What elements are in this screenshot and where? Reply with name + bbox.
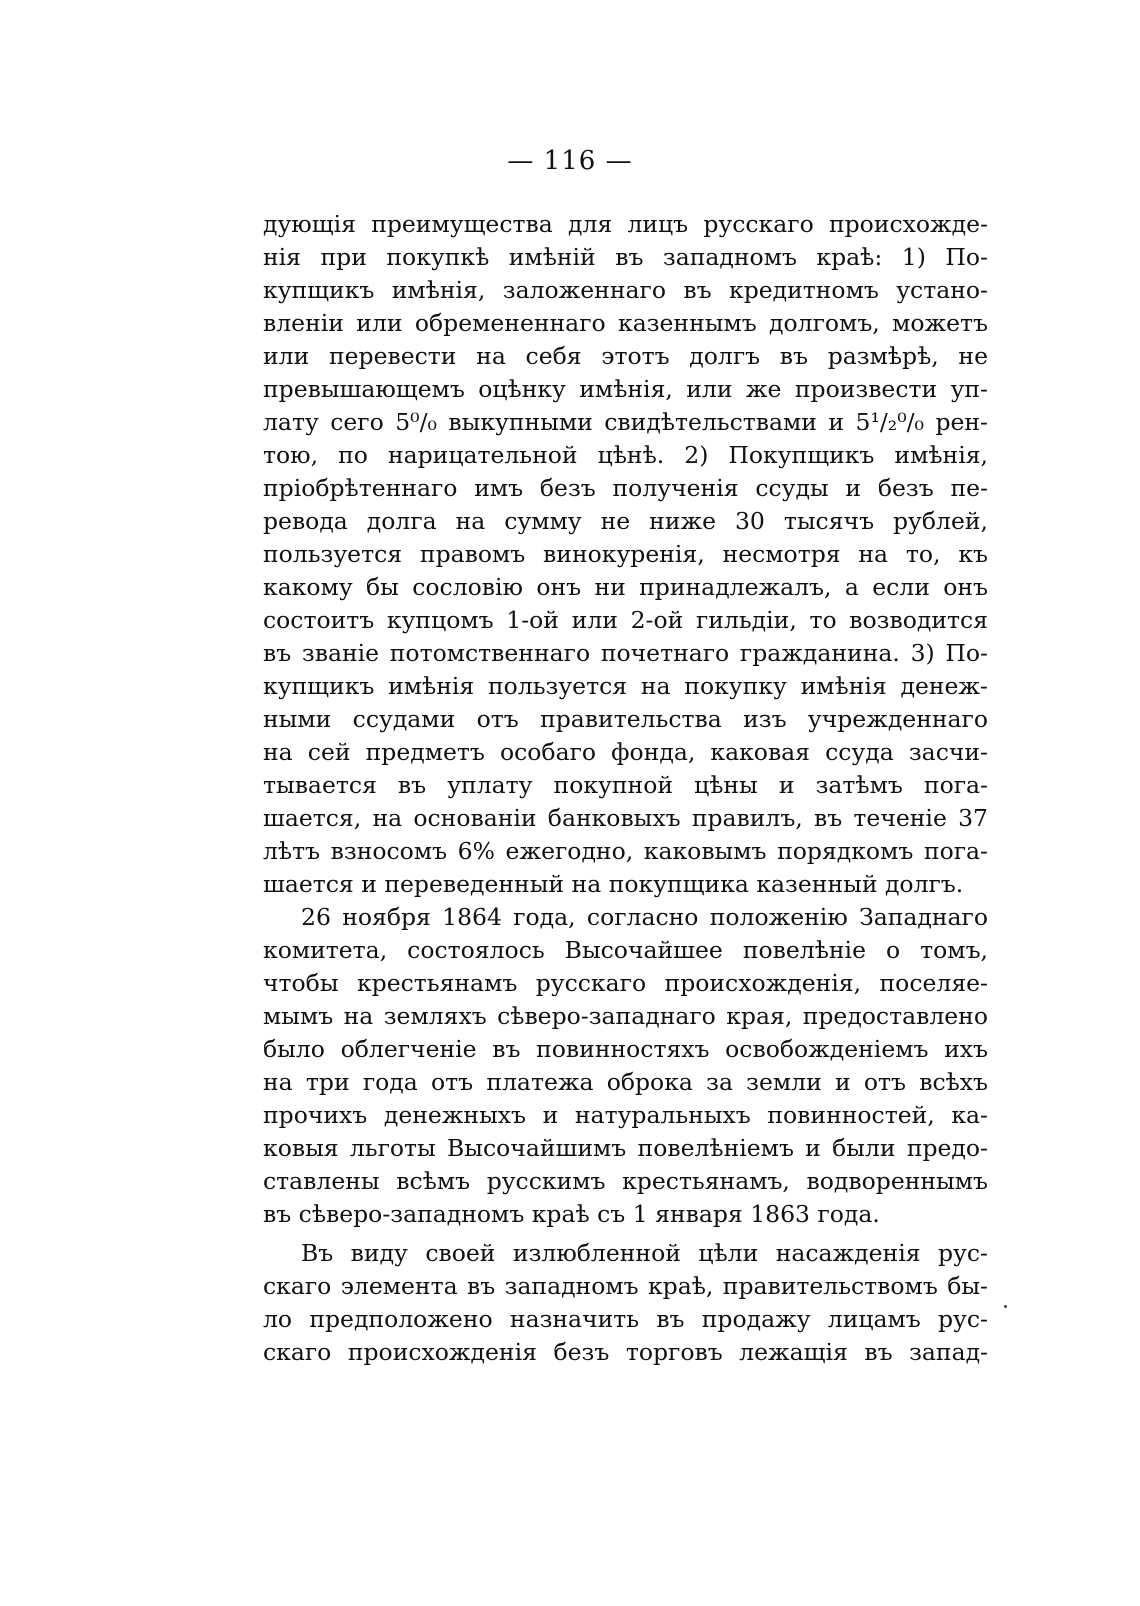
text-line: было облегченіе въ повинностяхъ освобожденіемъ ихъ <box>263 1035 988 1063</box>
text-line: на сей предметъ особаго фонда, каковая ссуда засчи- <box>263 738 988 766</box>
paragraph-3 <box>263 1237 988 1369</box>
text-line: пріобрѣтеннаго имъ безъ полученія ссуды и безъ пе- <box>263 474 988 502</box>
text-line: состоитъ купцомъ 1-ой или 2-ой гильдіи, то возводится <box>263 606 988 634</box>
text-line: купщикъ имѣнія пользуется на покупку имѣнія денеж- <box>263 672 988 700</box>
text-line: пользуется правомъ винокуренія, несмотря на то, къ <box>263 540 988 568</box>
text-line: купщикъ имѣнія, заложеннаго въ кредитномъ устано- <box>263 276 988 304</box>
text-line: въ сѣверо-западномъ краѣ съ 1 января 1863 года. <box>263 1200 880 1228</box>
text-line: или перевести на себя этотъ долгъ въ размѣрѣ, не <box>263 342 988 370</box>
text-line: нія при покупкѣ имѣній въ западномъ краѣ: 1) По- <box>263 243 988 271</box>
text-line: дующія преимущества для лицъ русскаго происхожде- <box>263 210 988 238</box>
text-line: ревода долга на сумму не ниже 30 тысячъ рублей, <box>263 507 988 535</box>
text-line: на три года отъ платежа оброка за земли и отъ всѣхъ <box>263 1068 988 1096</box>
text-line: лѣтъ взносомъ 6% ежегодно, каковымъ порядкомъ пога- <box>263 837 988 865</box>
text-line: прочихъ денежныхъ и натуральныхъ повинностей, ка- <box>263 1101 988 1129</box>
text-line: скаго происхожденія безъ торговъ лежащія въ запад- <box>263 1338 988 1366</box>
text-line: вленіи или обремененнаго казеннымъ долгомъ, можетъ <box>263 309 988 337</box>
body-text <box>263 208 988 1369</box>
paragraph-2 <box>263 901 988 1231</box>
text-line: ковыя льготы Высочайшимъ повелѣніемъ и были предо- <box>263 1134 988 1162</box>
text-line: Въ виду своей излюбленной цѣли насажденія рус- <box>301 1239 988 1267</box>
page-number: — 116 — <box>507 146 633 176</box>
text-line: тывается въ уплату покупной цѣны и затѣмъ пога- <box>263 771 988 799</box>
text-line: шается, на основаніи банковыхъ правилъ, въ теченіе 37 <box>263 804 988 832</box>
text-line: шается и переведенный на покупщика казенный долгъ. <box>263 870 964 898</box>
text-line: ными ссудами отъ правительства изъ учрежденнаго <box>263 705 988 733</box>
text-line: чтобы крестьянамъ русскаго происхожденія, поселяе- <box>263 969 988 997</box>
text-line: лату сего 5⁰/₀ выкупными свидѣтельствами и 5¹/₂⁰/₀ рен- <box>263 408 988 436</box>
text-line: ставлены всѣмъ русскимъ крестьянамъ, водвореннымъ <box>263 1167 988 1195</box>
text-line: какому бы сословію онъ ни принадлежалъ, а если онъ <box>263 573 988 601</box>
text-line: тою, по нарицательной цѣнѣ. 2) Покупщикъ имѣнія, <box>263 441 988 469</box>
text-line: ло предположено назначить въ продажу лицамъ рус- <box>263 1305 988 1333</box>
text-line: комитета, состоялось Высочайшее повелѣніе о томъ, <box>263 936 988 964</box>
text-line: 26 ноября 1864 года, согласно положенію Западнаго <box>301 903 988 931</box>
print-speck <box>1004 1305 1007 1308</box>
text-line: мымъ на земляхъ сѣверо-западнаго края, предоставлено <box>263 1002 988 1030</box>
text-line: скаго элемента въ западномъ краѣ, правительствомъ бы- <box>263 1272 988 1300</box>
paragraph-1 <box>263 208 988 901</box>
text-line: превышающемъ оцѣнку имѣнія, или же произвести уп- <box>263 375 988 403</box>
text-line: въ званіе потомственнаго почетнаго гражданина. 3) По- <box>263 639 988 667</box>
